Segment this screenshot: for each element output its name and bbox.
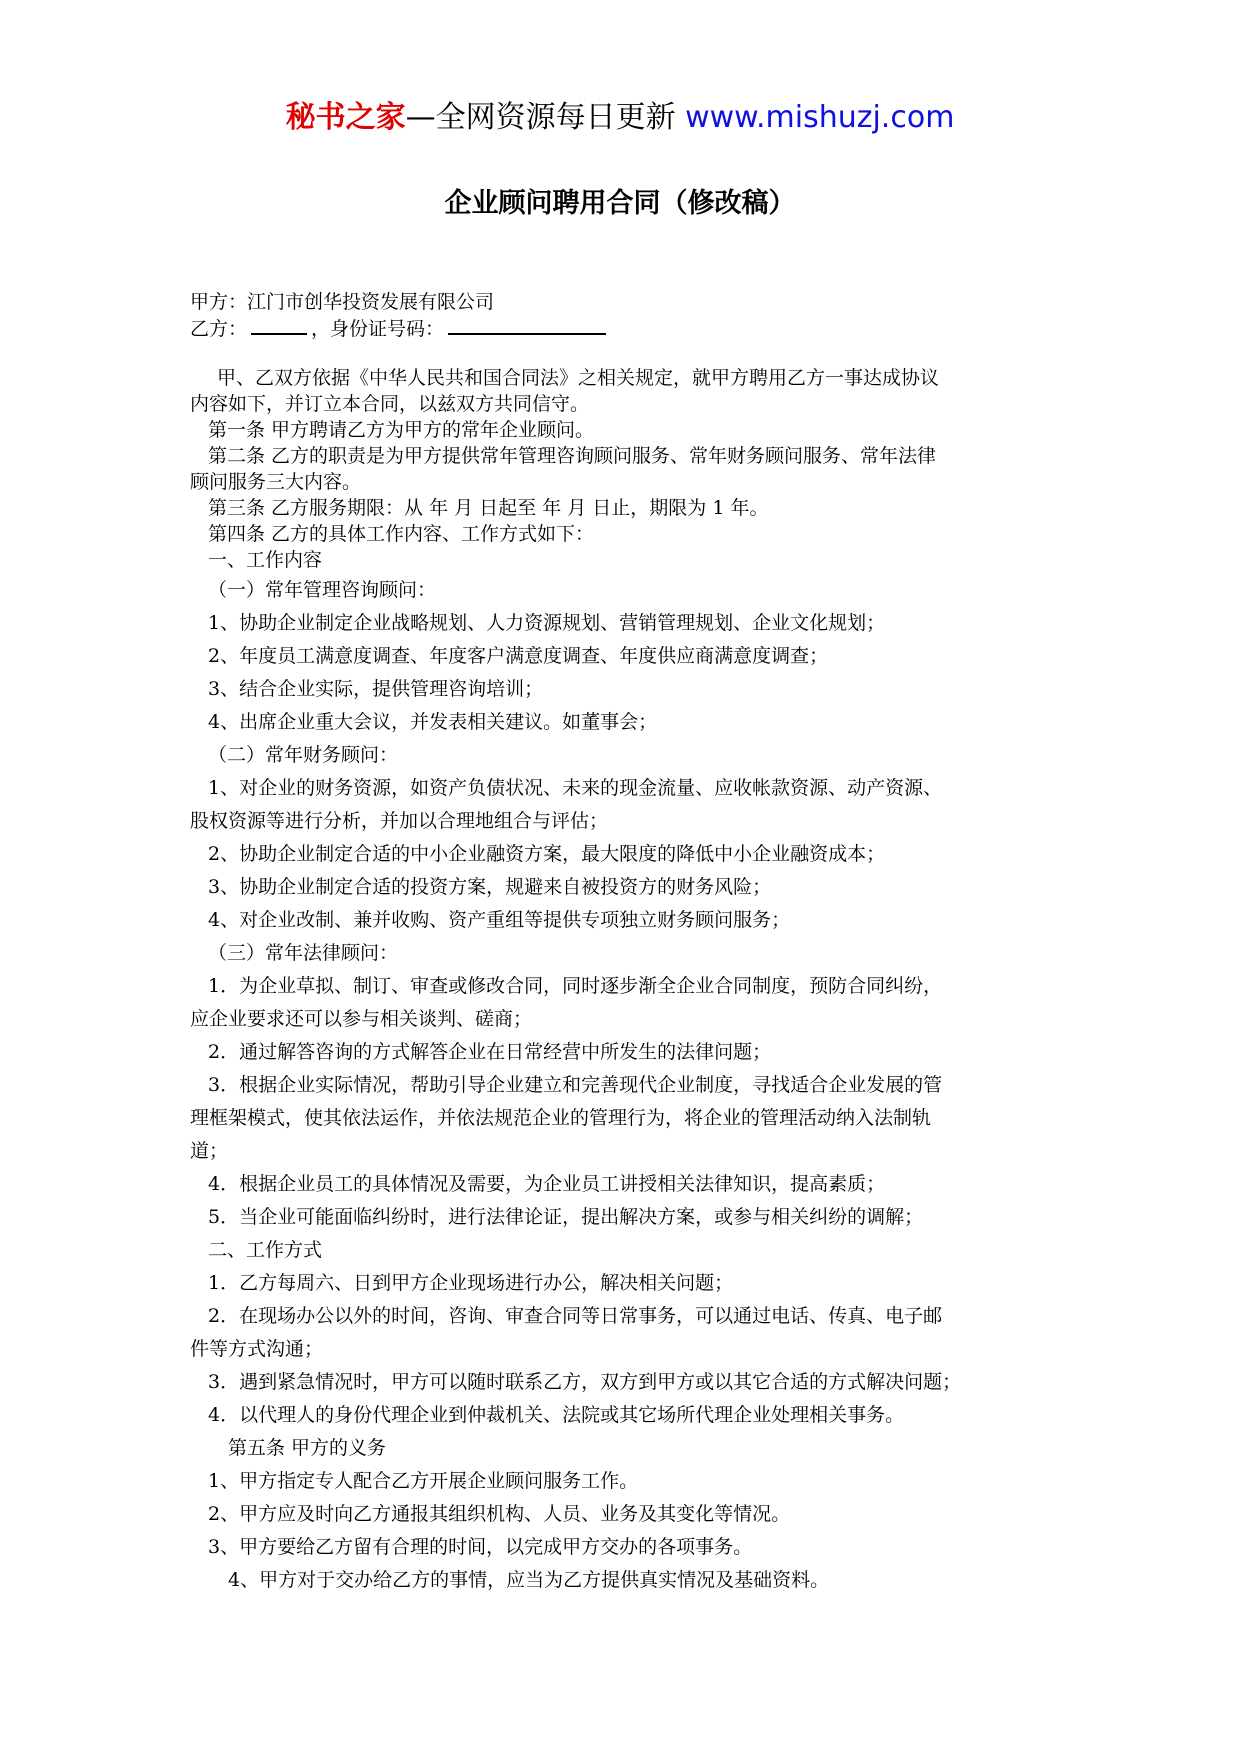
section-heading: 一、工作内容 [208,549,323,571]
list-item: 2、甲方应及时向乙方通报其组织机构、人员、业务及其变化等情况。 [208,1503,791,1525]
list-item: 3、甲方要给乙方留有合理的时间，以完成甲方交办的各项事务。 [208,1536,753,1558]
article-4: 第四条 乙方的具体工作内容、工作方式如下： [208,523,595,545]
list-item-cont: 道； [190,1140,229,1162]
party-a: 甲方：江门市创华投资发展有限公司 [190,291,495,313]
subsection-heading: （一）常年管理咨询顾问： [208,579,437,601]
article-5: 第五条 甲方的义务 [228,1437,387,1459]
list-item: 1．乙方每周六、日到甲方企业现场进行办公，解决相关问题； [208,1272,734,1294]
list-item: 4、甲方对于交办给乙方的事情，应当为乙方提供真实情况及基础资料。 [228,1569,830,1591]
list-item: 5．当企业可能面临纠纷时，进行法律论证，提出解决方案，或参与相关纠纷的调解； [208,1206,924,1228]
list-item: 2、年度员工满意度调查、年度客户满意度调查、年度供应商满意度调查； [208,645,829,667]
subsection-heading: （二）常年财务顾问： [208,744,399,766]
party-b [190,315,1060,342]
list-item: 4、出席企业重大会议，并发表相关建议。如董事会； [208,711,658,733]
document-title: 企业顾问聘用合同（修改稿） [444,188,796,219]
list-item: 4．根据企业员工的具体情况及需要，为企业员工讲授相关法律知识，提高素质； [208,1173,886,1195]
article-3: 第三条 乙方服务期限：从 年 月 日起至 年 月 日止，期限为 1 年。 [208,497,769,519]
brand-name: 秘书之家 [285,100,406,135]
section-heading: 二、工作方式 [208,1239,323,1261]
list-item: 1、甲方指定专人配合乙方开展企业顾问服务工作。 [208,1470,639,1492]
list-item: 3．根据企业实际情况，帮助引导企业建立和完善现代企业制度，寻找适合企业发展的管 [208,1074,943,1096]
banner-slogan: —全网资源每日更新 [405,100,676,135]
articles-intro [190,365,1060,573]
party-b-name-blank [251,315,307,335]
list-item-cont: 理框架模式，使其依法运作，并依法规范企业的管理行为，将企业的管理活动纳入法制轨 [190,1107,932,1129]
list-item: 3．遇到紧急情况时，甲方可以随时联系乙方，双方到甲方或以其它合适的方式解决问题； [208,1371,962,1393]
list-item-cont: 应企业要求还可以参与相关谈判、磋商； [190,1008,533,1030]
list-item-cont: 件等方式沟通； [190,1338,324,1360]
list-item: 1．为企业草拟、制订、审查或修改合同，同时逐步渐全企业合同制度，预防合同纠纷， [208,975,943,997]
site-url[interactable]: www.mishuzj.com [675,100,955,135]
contract-body [190,574,1060,1597]
list-item: 1、对企业的财务资源，如资产负债状况、未来的现金流量、应收帐款资源、动产资源、 [208,777,943,799]
site-banner [0,98,1240,138]
subsection-heading: （三）常年法律顾问： [208,942,399,964]
list-item: 3、结合企业实际，提供管理咨询培训； [208,678,544,700]
article-1: 第一条 甲方聘请乙方为甲方的常年企业顾问。 [208,419,595,441]
parties-block [190,289,1060,342]
list-item: 4、对企业改制、兼并收购、资产重组等提供专项独立财务顾问服务； [208,909,791,931]
intro-line: 内容如下，并订立本合同，以兹双方共同信守。 [190,393,590,415]
party-b-id-blank [448,315,606,335]
list-item: 2、协助企业制定合适的中小企业融资方案，最大限度的降低中小企业融资成本； [208,843,886,865]
party-b-id-label: ，身份证号码： [311,318,445,340]
party-b-label: 乙方： [190,318,248,340]
list-item-cont: 股权资源等进行分析，并加以合理地组合与评估； [190,810,609,832]
intro-line: 甲、乙双方依据《中华人民共和国合同法》之相关规定，就甲方聘用乙方一事达成协议 [217,367,940,389]
list-item: 2．在现场办公以外的时间，咨询、审查合同等日常事务，可以通过电话、传真、电子邮 [208,1305,943,1327]
list-item: 4．以代理人的身份代理企业到仲裁机关、法院或其它场所代理企业处理相关事务。 [208,1404,905,1426]
article-2: 第二条 乙方的职责是为甲方提供常年管理咨询顾问服务、常年财务顾问服务、常年法律 [208,445,937,467]
list-item: 1、协助企业制定企业战略规划、人力资源规划、营销管理规划、企业文化规划； [208,612,886,634]
article-2-cont: 顾问服务三大内容。 [190,471,362,493]
list-item: 2．通过解答咨询的方式解答企业在日常经营中所发生的法律问题； [208,1041,772,1063]
list-item: 3、协助企业制定合适的投资方案，规避来自被投资方的财务风险； [208,876,772,898]
